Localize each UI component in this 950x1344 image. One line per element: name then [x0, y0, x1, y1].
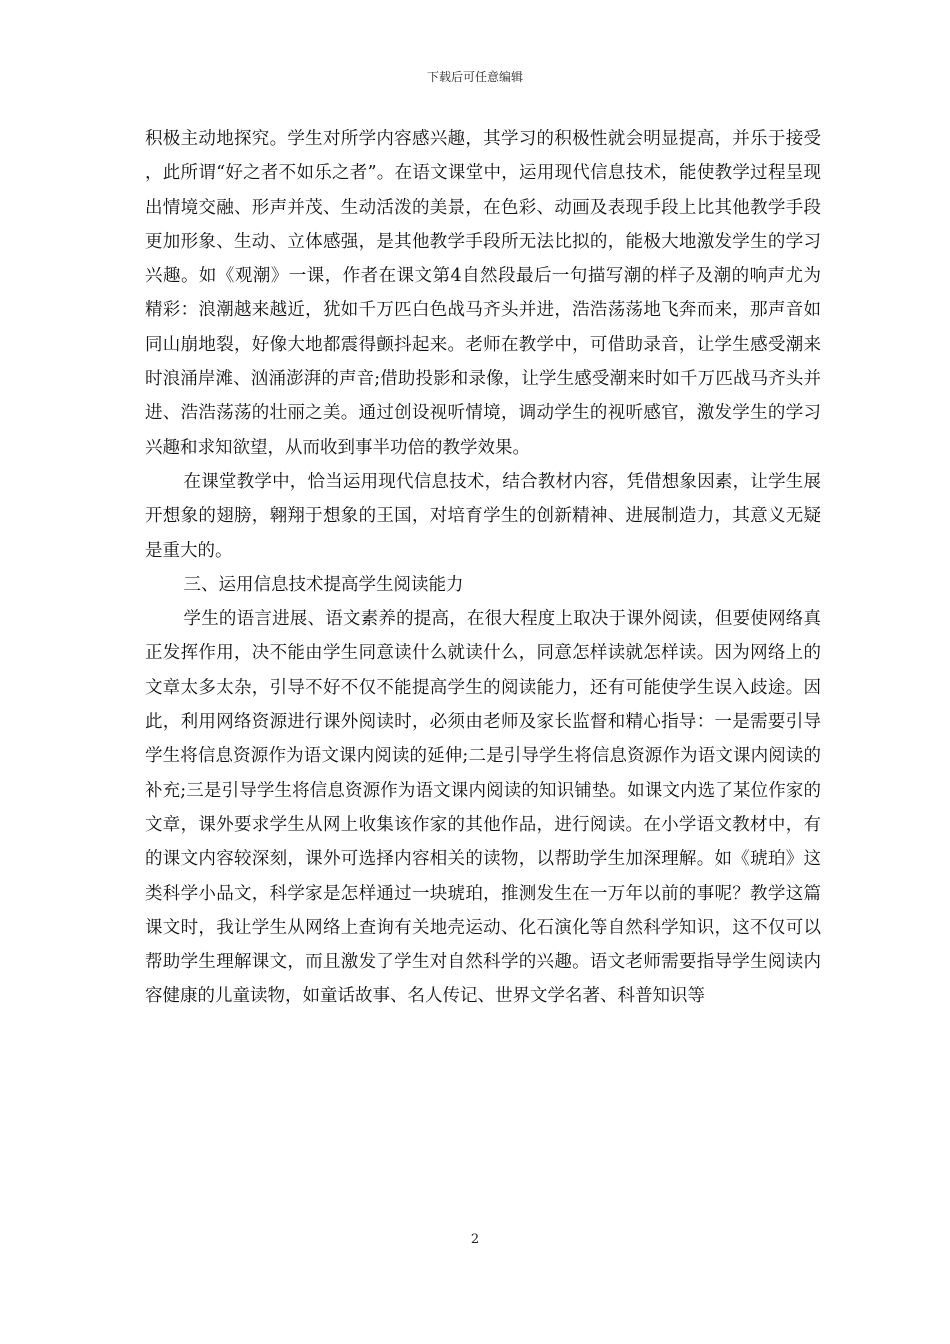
- paragraph-3: 学生的语言进展、语文素养的提高，在很大程度上取决于课外阅读，但要使网络真正发挥作用，决不能由学生同意读什么就读什么，同意怎样读就怎样读。因为网络上的文章太多太杂，引导不好不仅不能提高学生的阅读能力，还有可能使学生误入歧途。因此，利用网络资源进行课外阅读时，必须由老师及家长监督和精心指导：一是需要引导学生将信息资源作为语文课内阅读的延伸;二是引导学生将信息资源作为语文课内阅读的补充;三是引导学生将信息资源作为语文课内阅读的知识铺垫。如课文内选了某位作家的文章，课外要求学生从网上收集该作家的其他作品，进行阅读。在小学语文教材中，有的课文内容较深刻，课外可选择内容相关的读物，以帮助学生加深理解。如《琥珀》这类科学小品文，科学家是怎样通过一块琥珀，推测发生在一万年以前的事呢？教学这篇课文时，我让学生从网络上查询有关地壳运动、化石演化等自然科学知识，这不仅可以帮助学生理解课文，而且激发了学生对自然科学的兴趣。语文老师需要指导学生阅读内容健康的儿童读物，如童话故事、名人传记、世界文学名著、科普知识等: [145, 609, 821, 1007]
- paragraph-1: 积极主动地探究。学生对所学内容感兴趣，其学习的积极性就会明显提高，并乐于接受，此所谓“好之者不如乐之者”。在语文课堂中，运用现代信息技术，能使教学过程呈现出情境交融、形声并茂、生动活泼的美景，在色彩、动画及表现手段上比其他教学手段更加形象、生动、立体感强，是其他教学手段所无法比拟的，能极大地激发学生的学习兴趣。如《观潮》一课，作者在课文第4自然段最后一句描写潮的样子及潮的响声尤为精彩：浪潮越来越近，犹如千万匹白色战马齐头并进，浩浩荡荡地飞奔而来，那声音如同山崩地裂，好像大地都震得颤抖起来。老师在教学中，可借助录音，让学生感受潮来时浪涌岸滩、汹涌澎湃的声音;借助投影和录像，让学生感受潮来时如千万匹战马齐头并进、浩浩荡荡的壮丽之美。通过创设视听情境，调动学生的视听感官，激发学生的学习兴趣和求知欲望，从而收到事半功倍的教学效果。: [145, 129, 821, 458]
- section-heading: 三、运用信息技术提高学生阅读能力: [183, 574, 464, 595]
- paragraph-2: 在课堂教学中，恰当运用现代信息技术，结合教材内容，凭借想象因素，让学生展开想象的翅膀，翱翔于想象的王国，对培育学生的创新精神、进展制造力，其意义无疑是重大的。: [145, 471, 821, 561]
- body-text: [145, 122, 821, 1014]
- page-number: 2: [470, 1232, 480, 1247]
- page-header: 下载后可任意编辑: [426, 70, 523, 84]
